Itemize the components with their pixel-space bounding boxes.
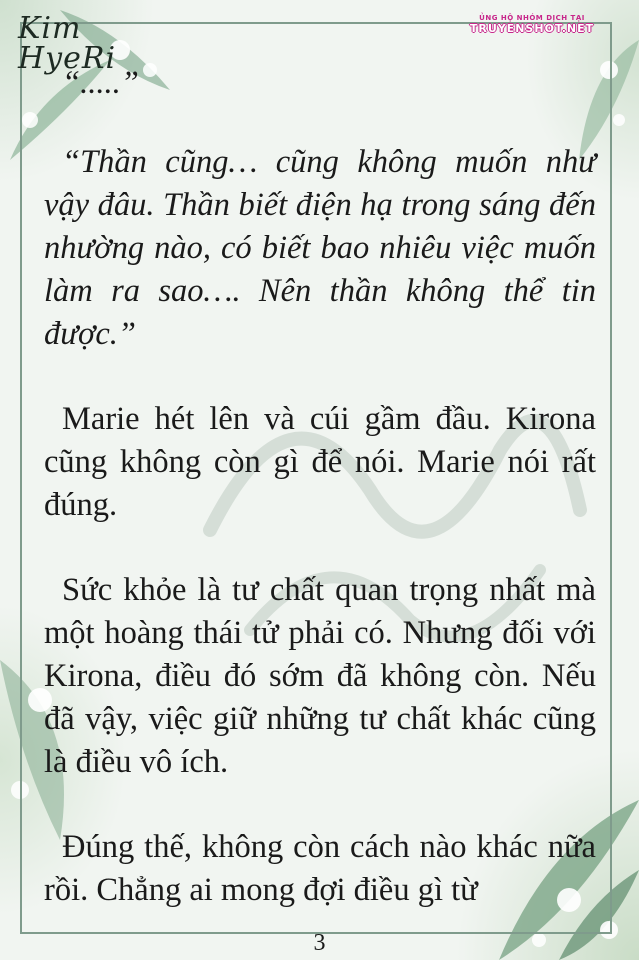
paragraph-no-other-way: Đúng thế, không còn cách nào khác nữa rồi. Chẳng ai mong đợi điều gì từ [44,829,596,908]
badge-site-name: TRUYENSHOT.NET [469,22,595,35]
badge-caption: ỦNG HỘ NHÓM DỊCH TẠI [479,14,585,22]
logo-text: Kim HyeRi [18,11,117,76]
page-content [44,62,596,954]
paragraph-marie-quote: “Thần cũng… cũng không muốn như vậy đâu. Thần biết điện hạ trong sáng đến nhường nào, có biết bao nhiêu việc muốn làm ra sao…. Nên thần không thể tin được.” [44,144,596,352]
paragraph-marie-shouts: Marie hét lên và cúi gầm đầu. Kirona cũng không còn gì để nói. Marie nói rất đúng. [44,401,596,523]
page-number: 3 [313,930,326,956]
paragraph-health: Sức khỏe là tư chất quan trọng nhất mà một hoàng thái tử phải có. Nhưng đối với Kirona, điều đó sớm đã không còn. Nếu đã vậy, việc giữ những tư chất khác cũng là điều vô ích. [44,572,596,780]
site-badge [447,14,617,35]
paragraph-ellipsis-quote: “.....” [62,65,139,101]
